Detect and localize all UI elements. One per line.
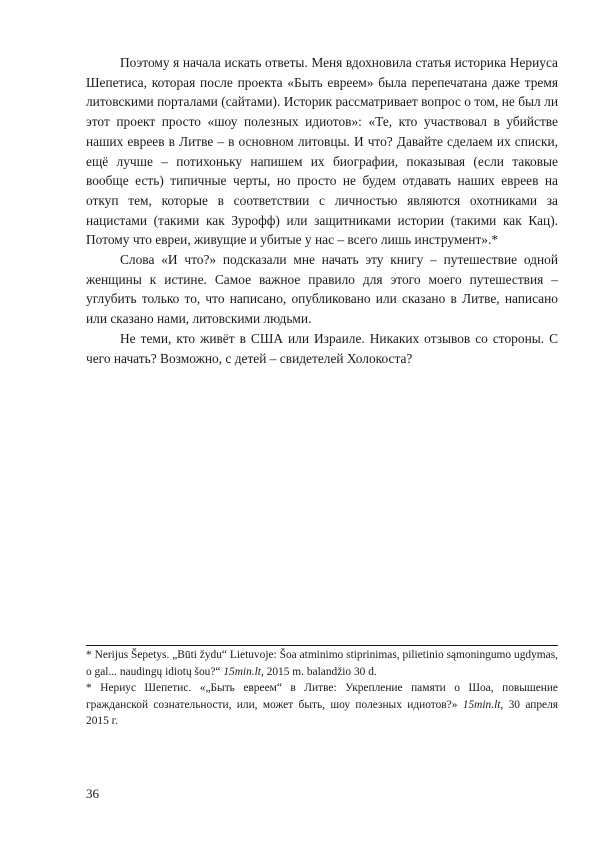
paragraph-3: Не теми, кто живёт в США или Израиле. Никаких отзывов со стороны. С чего начать? Возможно, с детей – свидетелей Холокоста? [86, 330, 558, 366]
paragraph-1: Поэтому я начала искать ответы. Меня вдохновила статья историка Нериуса Шепетиса, которая после проекта «Быть евреем» была перепечатана даже тремя литовскими порталами (сайтами). Историк рассматривает вопрос о том, не был ли этот проект просто «шоу полезных идиотов»: «Те, кто участвовал в убийстве наших евреев в Литве – в основном литовцы. И что? Давайте сделаем их списки, ещё лучше – потихоньку напишем их биографии, показывая (если таковые вообще есть) типичные черты, но просто не будем отдавать наших евреев на откуп тем, которые в соответствии с личностью являются охотниками за нацистами (такими как Зурофф) или защитниками истории (такими как Кац). Потому что евреи, живущие и убитые у нас – всего лишь инструмент».* [86, 55, 558, 248]
footnote-divider [86, 645, 558, 646]
footnote-russian [86, 680, 558, 730]
footnotes [86, 647, 558, 730]
footnote-lithuanian [86, 647, 558, 680]
footnote-source: 15min.lt [462, 698, 501, 711]
paragraph-2: Слова «И что?» подсказали мне начать эту книгу – путешествие одной женщины к истине. Самое важное правило для этого моего путешествия – углубить только то, что написано, опубликовано или сказано в Литве, написано или сказано нами, литовскими людьми. [86, 252, 558, 327]
footnote-text: * Нериус Шепетис. «„Быть евреем“ в Литве: Укрепление памяти о Шоа, повышение гражданской сознательности, или, может быть, шоу полезных идиотов?» [86, 682, 558, 711]
page-number: 36 [86, 786, 99, 801]
footnote-date: , 2015 m. balandžio 30 d. [260, 665, 377, 678]
footnote-date: , 30 апреля 2015 г. [86, 698, 558, 728]
footnote-text: * Nerijus Šepetys. „Būti žydu“ Lietuvoje: Šoa atminimo stiprinimas, pilietinio sąmoningumo ugdymas, o gal... naudingų idiotų šou?“ [86, 649, 558, 678]
footnote-source: 15min.lt [223, 665, 261, 678]
main-text [86, 53, 558, 368]
